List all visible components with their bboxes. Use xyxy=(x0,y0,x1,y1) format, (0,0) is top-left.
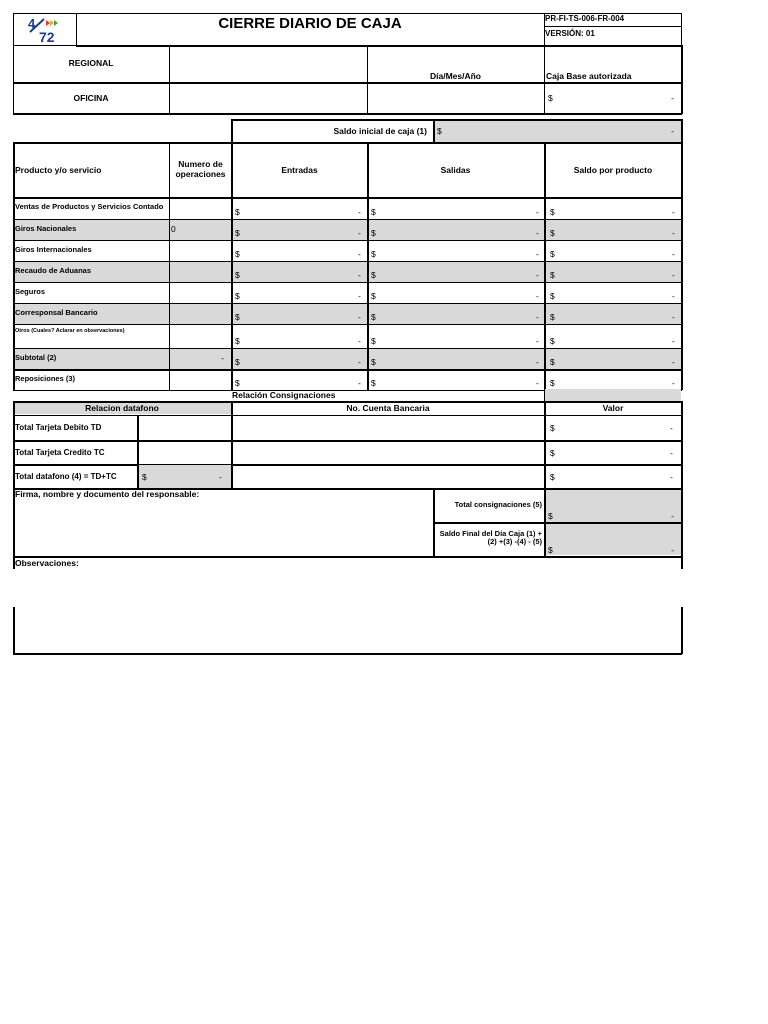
row-currency: $ xyxy=(235,312,240,322)
row-currency: $ xyxy=(371,336,376,346)
saldo-final-label-1: Saldo Final del Día Caja (1) + xyxy=(439,529,542,538)
row-value[interactable]: - xyxy=(672,291,675,301)
row-currency: $ xyxy=(550,312,555,322)
logo-digit-4: 4 xyxy=(28,16,36,31)
row-currency: $ xyxy=(235,336,240,346)
saldo-final-currency: $ xyxy=(548,545,553,555)
caja-base-label: Caja Base autorizada xyxy=(546,71,632,81)
row-operations[interactable]: 0 xyxy=(171,224,176,234)
row-value[interactable]: - xyxy=(672,270,675,280)
header-salidas: Salidas xyxy=(440,165,471,175)
row-value[interactable]: - xyxy=(358,207,361,217)
row-label: Corresponsal Bancario xyxy=(15,308,98,317)
row-value[interactable]: - xyxy=(536,228,539,238)
row-currency: $ xyxy=(235,228,240,238)
total-consignaciones-value: - xyxy=(671,511,674,521)
row-value[interactable]: - xyxy=(536,207,539,217)
row-currency: $ xyxy=(371,228,376,238)
regional-label: REGIONAL xyxy=(68,58,114,68)
firma-label: Firma, nombre y documento del responsable: xyxy=(15,489,200,499)
row-currency: $ xyxy=(235,207,240,217)
header-entradas: Entradas xyxy=(281,165,318,175)
row-value[interactable]: - xyxy=(358,270,361,280)
row-value[interactable]: - xyxy=(536,291,539,301)
row-operations[interactable]: - xyxy=(221,353,224,363)
logo-digits-72: 72 xyxy=(39,29,55,45)
row-value[interactable]: - xyxy=(358,336,361,346)
row-label: Recaudo de Aduanas xyxy=(15,266,91,275)
row-currency: $ xyxy=(550,291,555,301)
regional-field[interactable] xyxy=(170,47,366,81)
consignacion-currency: $ xyxy=(550,448,555,458)
consignacion-value[interactable]: - xyxy=(670,472,673,482)
total-consignaciones-label: Total consignaciones (5) xyxy=(454,500,542,509)
row-value[interactable]: - xyxy=(536,312,539,322)
header-numero: Numero de operaciones xyxy=(175,159,226,179)
row-currency: $ xyxy=(550,336,555,346)
datafono-row-label: Total datafono (4) = TD+TC xyxy=(15,472,117,481)
saldo-final-label-2: (2) +(3) -(4) - (5) xyxy=(487,537,542,546)
row-value[interactable]: - xyxy=(536,270,539,280)
row-value[interactable]: - xyxy=(672,378,675,388)
row-currency: $ xyxy=(550,207,555,217)
relacion-datafono-label: Relacion datafono xyxy=(85,403,159,413)
row-value[interactable]: - xyxy=(672,228,675,238)
row-value[interactable]: - xyxy=(536,249,539,259)
row-label: Seguros xyxy=(15,287,46,296)
row-currency: $ xyxy=(371,357,376,367)
row-currency: $ xyxy=(371,312,376,322)
total-consignaciones-currency: $ xyxy=(548,511,553,521)
row-label: Subtotal (2) xyxy=(15,353,57,362)
row-value[interactable]: - xyxy=(672,207,675,217)
saldo-inicial-currency: $ xyxy=(437,126,442,136)
row-currency: $ xyxy=(371,270,376,280)
consignacion-value[interactable]: - xyxy=(670,423,673,433)
row-currency: $ xyxy=(550,270,555,280)
row-label: Otros (Cuales? Aclarar en observaciones) xyxy=(15,328,125,334)
row-currency: $ xyxy=(235,291,240,301)
form-title: CIERRE DIARIO DE CAJA xyxy=(218,15,402,32)
caja-base-value: - xyxy=(671,93,674,103)
header-producto: Producto y/o servicio xyxy=(15,165,102,175)
valor-label: Valor xyxy=(602,403,624,413)
row-currency: $ xyxy=(371,291,376,301)
row-currency: $ xyxy=(371,207,376,217)
datafono-row-label: Total Tarjeta Credito TC xyxy=(15,448,105,457)
row-value[interactable]: - xyxy=(358,228,361,238)
datafono-row-label: Total Tarjeta Debito TD xyxy=(15,423,102,432)
row-currency: $ xyxy=(550,378,555,388)
oficina-field[interactable] xyxy=(170,84,366,112)
row-currency: $ xyxy=(235,378,240,388)
row-value[interactable]: - xyxy=(358,291,361,301)
row-value[interactable]: - xyxy=(358,249,361,259)
consignacion-currency: $ xyxy=(550,472,555,482)
row-value[interactable]: - xyxy=(358,357,361,367)
row-currency: $ xyxy=(550,249,555,259)
date-field[interactable] xyxy=(368,84,543,112)
row-value[interactable]: - xyxy=(672,336,675,346)
row-currency: $ xyxy=(371,249,376,259)
row-label: Giros Internacionales xyxy=(15,245,92,254)
caja-base-currency: $ xyxy=(548,93,553,103)
row-currency: $ xyxy=(550,357,555,367)
row-currency: $ xyxy=(235,270,240,280)
row-value[interactable]: - xyxy=(672,249,675,259)
saldo-inicial-value: - xyxy=(671,126,674,136)
row-value[interactable]: - xyxy=(358,312,361,322)
datafono-total-currency: $ xyxy=(142,472,147,482)
row-value[interactable]: - xyxy=(536,378,539,388)
row-currency: $ xyxy=(371,378,376,388)
datafono-total-value: - xyxy=(219,472,222,482)
row-value[interactable]: - xyxy=(672,357,675,367)
row-currency: $ xyxy=(235,357,240,367)
observaciones-label: Observaciones: xyxy=(15,558,79,568)
oficina-label: OFICINA xyxy=(73,93,109,103)
observaciones-field[interactable] xyxy=(16,610,679,652)
date-label: Día/Mes/Año xyxy=(429,71,481,81)
form-code: PR-FI-TS-006-FR-004 xyxy=(545,14,625,23)
row-value[interactable]: - xyxy=(672,312,675,322)
row-value[interactable]: - xyxy=(536,336,539,346)
form-version: VERSIÓN: 01 xyxy=(545,29,595,38)
row-value[interactable]: - xyxy=(536,357,539,367)
consignacion-value[interactable]: - xyxy=(670,448,673,458)
row-currency: $ xyxy=(235,249,240,259)
saldo-inicial-label: Saldo inicial de caja (1) xyxy=(333,126,427,136)
relacion-consignaciones-label: Relación Consignaciones xyxy=(232,390,336,400)
row-value[interactable]: - xyxy=(358,378,361,388)
company-logo xyxy=(26,15,66,45)
consignacion-currency: $ xyxy=(550,423,555,433)
row-label: Ventas de Productos y Servicios Contado xyxy=(15,202,164,211)
cuenta-bancaria-label: No. Cuenta Bancaria xyxy=(346,403,430,413)
saldo-final-value: - xyxy=(671,545,674,555)
row-label: Giros Nacionales xyxy=(15,224,77,233)
firma-field[interactable] xyxy=(16,500,430,554)
row-currency: $ xyxy=(550,228,555,238)
row-label: Reposiciones (3) xyxy=(15,374,76,383)
header-saldo: Saldo por producto xyxy=(573,165,653,175)
